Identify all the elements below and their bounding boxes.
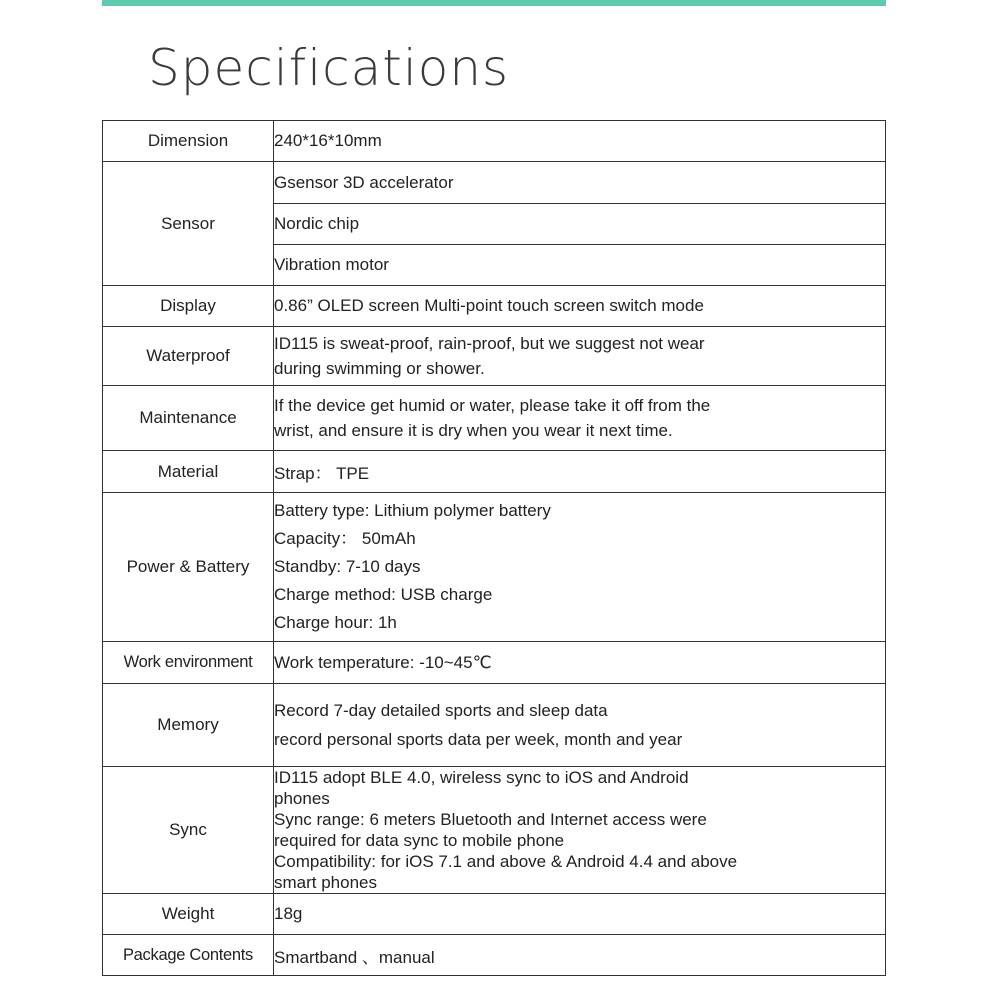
row-label: Sync [103,767,274,894]
row-value [274,386,886,451]
value-line: wrist, and ensure it is dry when you wear it next time. [274,421,673,440]
value-line: Charge method: USB charge [274,585,493,604]
page-title: Specifications [148,39,510,97]
row-label: Memory [103,684,274,767]
row-label: Package Contents [103,935,274,976]
table-row-sync [103,767,886,894]
row-value [274,327,886,386]
table-row-sensor [103,162,886,204]
row-label: Waterproof [103,327,274,386]
value-line: phones [274,789,330,808]
value-line: Capacity： 50mAh [274,529,416,548]
row-value [274,684,886,767]
row-value: 240*16*10mm [274,121,886,162]
row-value: Smartband 、manual [274,935,886,976]
value-line: Sync range: 6 meters Bluetooth and Internet access were [274,810,707,829]
row-label: Material [103,451,274,493]
accent-bar [102,0,886,6]
value-line: Record 7-day detailed sports and sleep data [274,701,608,720]
row-label: Weight [103,894,274,935]
value-line: ID115 is sweat-proof, rain-proof, but we suggest not wear [274,334,705,353]
table-row-weight [103,894,886,935]
table-row-material [103,451,886,493]
row-value: 0.86” OLED screen Multi-point touch screen switch mode [274,286,886,327]
table-row-package-contents [103,935,886,976]
row-value: 18g [274,894,886,935]
value-line: Compatibility: for iOS 7.1 and above & Android 4.4 and above [274,852,738,871]
value-line: during swimming or shower. [274,359,485,378]
table-row-memory [103,684,886,767]
table-row-waterproof [103,327,886,386]
value-line: required for data sync to mobile phone [274,831,565,850]
row-label: Work environment [103,642,274,684]
value-line: Standby: 7-10 days [274,557,421,576]
value-line: smart phones [274,873,377,892]
row-value [274,493,886,642]
row-value: Work temperature: -10~45℃ [274,642,886,684]
table-row-dimension [103,121,886,162]
row-value: Vibration motor [274,245,886,286]
row-value [274,767,886,894]
row-label: Power & Battery [103,493,274,642]
value-line: record personal sports data per week, month and year [274,730,683,749]
row-label: Dimension [103,121,274,162]
row-value: Strap： TPE [274,451,886,493]
value-line: Battery type: Lithium polymer battery [274,501,551,520]
row-label: Display [103,286,274,327]
table-row-work-environment [103,642,886,684]
table-row-maintenance [103,386,886,451]
row-value: Gsensor 3D accelerator [274,162,886,204]
row-label: Sensor [103,162,274,286]
value-line: ID115 adopt BLE 4.0, wireless sync to iOS and Android [274,768,689,787]
row-value: Nordic chip [274,204,886,245]
value-line: Charge hour: 1h [274,613,397,632]
table-row-power-battery [103,493,886,642]
row-label: Maintenance [103,386,274,451]
value-line: If the device get humid or water, please take it off from the [274,396,711,415]
specifications-table [102,120,886,976]
table-row-display [103,286,886,327]
